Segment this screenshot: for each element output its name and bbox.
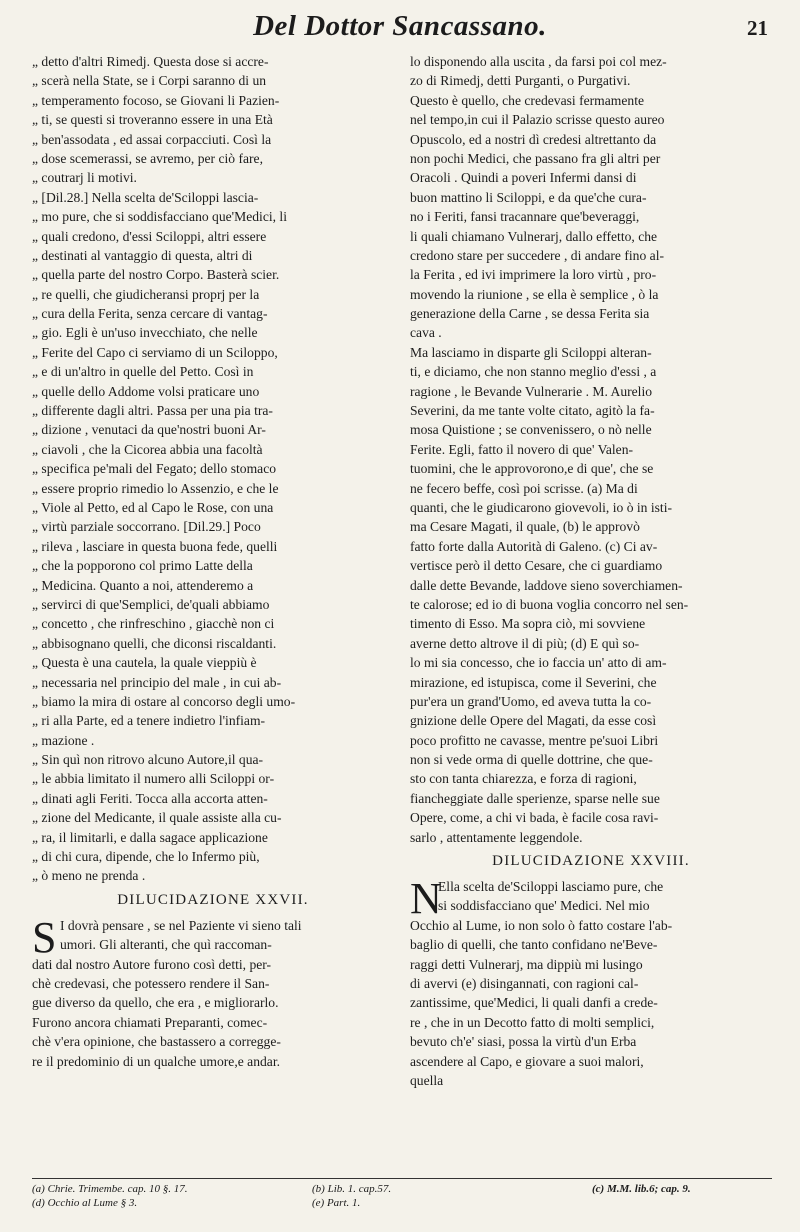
text-line: baglio di quelli, che tanto confidano ne'Beve- (410, 937, 658, 953)
text-line: gue diverso da quello, che era , e migliorarlo. (32, 995, 279, 1011)
text-line: tuomini, che le approvorono,e di que', che se (410, 461, 654, 477)
drop-cap: S (32, 912, 57, 962)
text-line: „ virtù parziale soccorrano. [Dil.29.] Poco (32, 519, 261, 535)
section-heading-xxviii: DILUCIDAZIONE XXVIII. (492, 853, 690, 870)
text-line: „ dose scemerassi, se avremo, per ciò fare, (32, 150, 263, 166)
text-line: „ temperamento focoso, se Giovani li Pazien- (32, 92, 280, 108)
text-line: re , che in un Decotto fatto di molti semplici, (410, 1014, 655, 1030)
text-line: „ quella parte del nostro Corpo. Basterà scier. (32, 267, 280, 283)
text-line: quanti, che le giudicarono giovevoli, io ò in isti- (410, 499, 673, 515)
left-column (32, 52, 394, 1071)
footnote-b: (b) Lib. 1. cap.57. (312, 1183, 392, 1195)
text-line: si soddisfacciano que' Medici. Nel mio (438, 898, 650, 914)
text-line: „ abbisognano quelli, che diconsi riscaldanti. (32, 635, 277, 651)
text-line: „ Sin quì non ritrovo alcuno Autore,il qua- (32, 752, 264, 768)
text-line: Opuscolo, ed a nostri dì credesi altrettanto da (410, 131, 657, 147)
text-line: „ destinati al vantaggio di questa, altri di (32, 247, 253, 263)
text-line: ragione , le Bevande Vulnerarie . M. Aurelio (410, 383, 653, 399)
text-line: generazione della Carne , se dessa Ferita sia (410, 306, 650, 322)
text-line: chè credevasi, che potessero rendere il San- (32, 975, 270, 991)
text-line: credono stare per succedere , di andare fino al- (410, 247, 664, 263)
text-line: „ servirci di que'Semplici, de'quali abbiamo (32, 596, 270, 612)
text-line: „ essere proprio rimedio lo Assenzio, e che le (32, 480, 279, 496)
text-line: „ rileva , lasciare in questa buona fede, quelli (32, 538, 278, 554)
text-line: lo mi sia concesso, che io faccia un' atto di am- (410, 655, 667, 671)
text-line: „ dizione , venutaci da que'nostri buoni Ar- (32, 422, 266, 438)
text-line: I dovrà pensare , se nel Paziente vi sieno tali (60, 917, 302, 933)
text-line: bevuto ch'e' siasi, possa la virtù d'un Erba (410, 1034, 637, 1050)
text-line: „ e di un'altro in quelle del Petto. Così in (32, 364, 254, 380)
text-line: ascendere al Capo, e giovare a suoi malori, (410, 1053, 644, 1069)
text-line: „ zione del Medicante, il quale assiste alla cu- (32, 810, 282, 826)
text-line: mirazione, ed istupisca, come il Severini, che (410, 674, 657, 690)
footnotes (32, 1178, 772, 1210)
text-line: „ ò meno ne prenda . (32, 868, 146, 884)
text-line: movendo la riunione , se ella è semplice , ò la (410, 286, 659, 302)
text-line: „ ri alla Parte, ed a tenere indietro l'infiam- (32, 713, 266, 729)
right-column-section-text (410, 874, 772, 1090)
text-line: pur'era un grand'Uomo, ed aveva tutta la co- (410, 693, 652, 709)
text-line: timento di Esso. Ma sopra ciò, mi sovviene (410, 616, 646, 632)
text-line: Severini, da me tante volte citato, agitò la fa- (410, 403, 655, 419)
text-line: „ quali credono, d'essi Sciloppi, altri essere (32, 228, 267, 244)
text-line: „ specifica pe'mali del Fegato; dello stomaco (32, 461, 277, 477)
text-line: Ma lasciamo in disparte gli Sciloppi alteran- (410, 344, 652, 360)
text-line: dalle dette Bevande, laddove sieno soverchiamen- (410, 577, 683, 593)
text-line: gnizione delle Opere del Magati, da esse così (410, 713, 657, 729)
text-line: „ re quelli, che giudicheransi proprj per la (32, 286, 260, 302)
text-line: „ le abbia limitato il numero alli Sciloppi or- (32, 771, 275, 787)
text-line: „ ben'assodata , ed assai corpacciuti. Così la (32, 131, 272, 147)
text-line: umori. Gli alteranti, che quì raccoman- (60, 937, 272, 953)
text-line: buon mattino li Sciloppi, e da que'che cura- (410, 189, 647, 205)
footnote-a: (a) Chrie. Trimembe. cap. 10 §. 17. (32, 1183, 188, 1195)
text-line: „ che la popporono col primo Latte della (32, 558, 253, 574)
left-column-section-text (32, 912, 394, 1071)
text-line: non pochi Medici, che passano fra gli altri per (410, 150, 661, 166)
text-line: zo di Rimedj, detti Purganti, o Purgativi. (410, 73, 631, 89)
text-line: „ biamo la mira di ostare al concorso degli umo- (32, 693, 296, 709)
running-title: Del Dottor Sancassano. (253, 10, 547, 42)
text-line: „ Ferite del Capo ci serviamo di un Sciloppo, (32, 344, 278, 360)
right-column (410, 52, 772, 1090)
text-line: „ Viole al Petto, ed al Capo le Rose, con una (32, 499, 274, 515)
text-line: Opere, come, a chi vi bada, è facile cosa ravi- (410, 810, 659, 826)
text-line: non si vede orma di quelle dottrine, che que- (410, 752, 653, 768)
dilucidazione-xxvii-text (32, 912, 394, 1071)
left-column-text (32, 52, 394, 886)
text-line: ne fecero beffe, così poi scrisse. (a) Ma di (410, 480, 638, 496)
footnote-e: (e) Part. 1. (312, 1197, 361, 1209)
footnote-c: (c) M.M. lib.6; cap. 9. (592, 1183, 691, 1195)
text-line: „ differente dagli altri. Passa per una pia tra- (32, 403, 273, 419)
text-line: „ scerà nella State, se i Corpi saranno di un (32, 73, 267, 89)
text-line: di avervi (e) disingannati, con ragioni cal- (410, 975, 639, 991)
text-line: fiancheggiate dalle sperienze, sparse nelle sue (410, 790, 660, 806)
text-line: te calorose; ed io di buona voglia concorro nel sen- (410, 596, 689, 612)
text-line: Questo è quello, che credevasi fermamente (410, 92, 645, 108)
dilucidazione-xxviii-text (410, 874, 772, 1090)
text-line: la Ferita , ed ivi imprimere la loro virtù , pro- (410, 267, 657, 283)
text-line: sto con tanta chiarezza, e forza di ragioni, (410, 771, 637, 787)
text-line: „ di chi cura, dipende, che lo Infermo più, (32, 849, 260, 865)
text-line: nel tempo,in cui il Palazio scrisse questo aureo (410, 112, 665, 128)
text-line: „ Questa è una cautela, la quale vieppiù è (32, 655, 257, 671)
text-line: „ cura della Ferita, senza cercare di vantag- (32, 306, 268, 322)
page-header (0, 10, 800, 40)
text-line: poco profitto ne cavasse, mentre pe'suoi Libri (410, 732, 659, 748)
text-line: „ mo pure, che si soddisfacciano que'Medici, li (32, 209, 287, 225)
text-line: ti, e diciamo, che non stanno meglio d'essi , a (410, 364, 657, 380)
footnote-d: (d) Occhio al Lume § 3. (32, 1197, 138, 1209)
text-line: quella (410, 1072, 444, 1088)
text-line: „ ra, il limitarli, e dalla sagace applicazione (32, 829, 268, 845)
text-line: mosa Quistione ; se convenissero, o nò nelle (410, 422, 652, 438)
text-line: „ [Dil.28.] Nella scelta de'Sciloppi lascia- (32, 189, 259, 205)
text-line: „ Medicina. Quanto a noi, attenderemo a (32, 577, 254, 593)
text-line: „ dinati agli Feriti. Tocca alla accorta atten- (32, 790, 268, 806)
text-line: chè v'era opinione, che bastassero a corregge- (32, 1034, 281, 1050)
text-line: no i Feriti, fansi tracannare que'beveraggi, (410, 209, 640, 225)
section-heading-xxvii: DILUCIDAZIONE XXVII. (117, 891, 309, 908)
text-line: „ concetto , che rinfreschino , giacchè non ci (32, 616, 275, 632)
text-line: li quali chiamano Vulnerarj, dallo effetto, che (410, 228, 658, 244)
text-line: „ quelle dello Addome volsi praticare uno (32, 383, 260, 399)
text-line: „ coutrarj li motivi. (32, 170, 137, 186)
text-line: Occhio al Lume, io non solo ò fatto costare l'ab- (410, 917, 673, 933)
text-line: dati dal nostro Autore furono così detti, per- (32, 956, 272, 972)
text-line: Furono ancora chiamati Preparanti, comec- (32, 1014, 268, 1030)
text-line: Ferite. Egli, fatto il novero di que' Valen- (410, 441, 634, 457)
text-line: „ gio. Egli è un'uso invecchiato, che nelle (32, 325, 258, 341)
text-line: lo disponendo alla uscita , da farsi poi col mez- (410, 54, 667, 69)
text-line: „ ciavoli , che la Cicorea abbia una facoltà (32, 441, 263, 457)
text-line: re il predominio di un qualche umore,e andar. (32, 1053, 281, 1069)
text-line: „ ti, se questi si troveranno essere in una Età (32, 112, 273, 128)
text-line: zantissime, que'Medici, li quali danfi a crede- (410, 995, 658, 1011)
text-line: sarlo , attentamente leggendole. (410, 829, 583, 845)
text-line: raggi detti Vulnerarj, ma dippiù mi lusingo (410, 956, 643, 972)
right-column-text (410, 52, 772, 847)
page-number: 21 (747, 16, 768, 40)
text-line: Ella scelta de'Sciloppi lasciamo pure, che (438, 879, 664, 895)
text-line: „ necessaria nel principio del male , in cui ab- (32, 674, 282, 690)
text-line: fatto forte dalla Autorità di Galeno. (c) Ci av- (410, 538, 658, 554)
text-line: Oracoli . Quindi a poveri Infermi dansi di (410, 170, 637, 186)
text-line: „ detto d'altri Rimedj. Questa dose si accre- (32, 54, 269, 69)
text-line: cava . (410, 325, 442, 341)
text-line: „ mazione . (32, 732, 95, 748)
text-line: averne detto altrove il di più; (d) E quì so- (410, 635, 640, 651)
text-line: vertisce però il detto Cesare, che ci guardiamo (410, 558, 663, 574)
text-line: ma Cesare Magati, il quale, (b) le approvò (410, 519, 640, 535)
drop-cap: N (410, 874, 442, 924)
